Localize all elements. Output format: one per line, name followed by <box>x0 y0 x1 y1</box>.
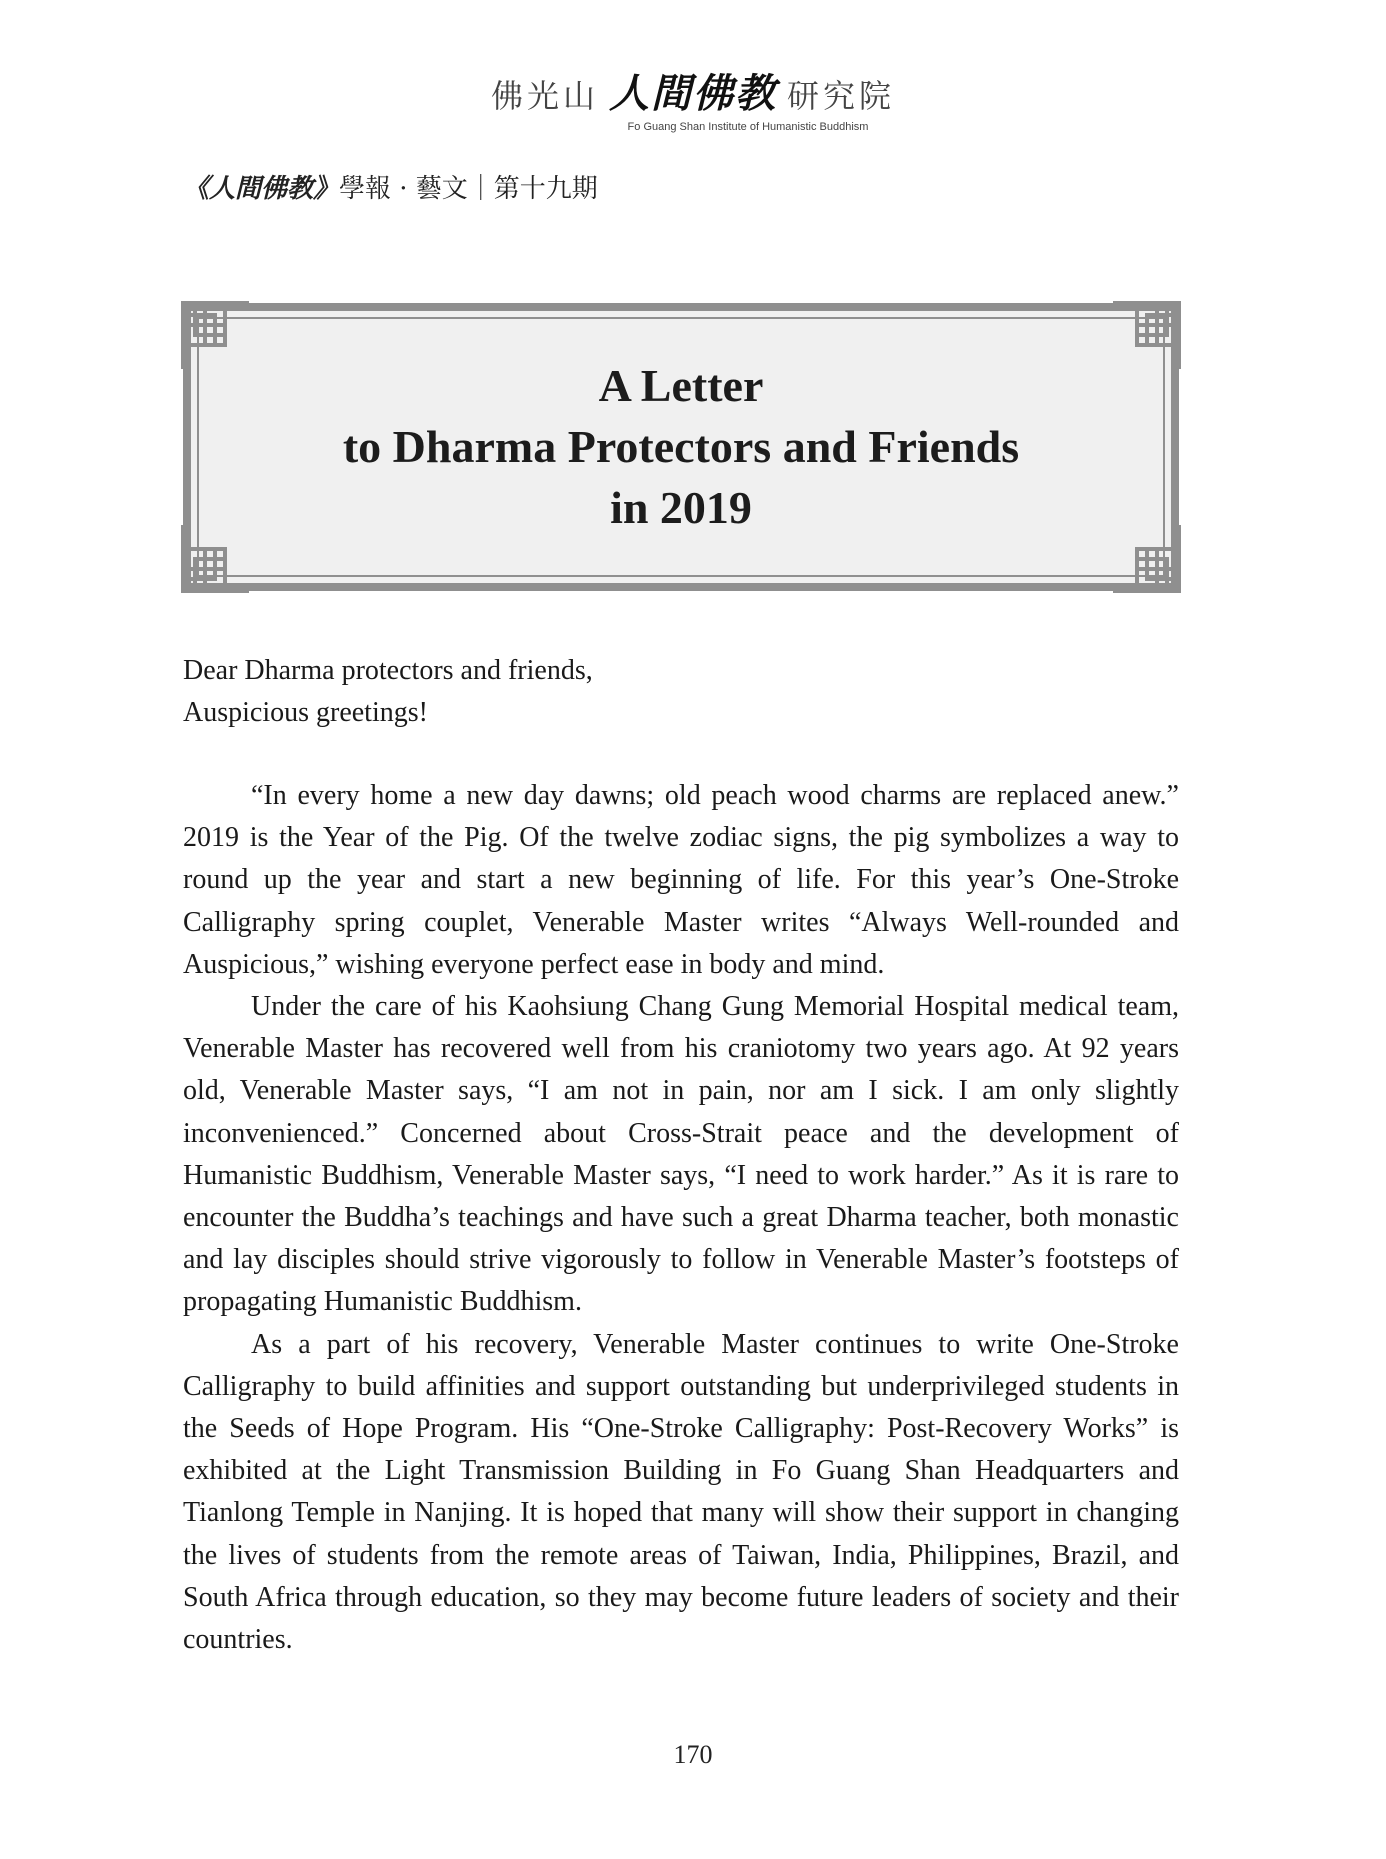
title-line-2: to Dharma Protectors and Friends <box>342 421 1020 472</box>
page-number: 170 <box>673 1740 713 1769</box>
title-line-3: in 2019 <box>610 482 752 533</box>
logo-left-text: 佛光山 <box>490 77 599 115</box>
logo-subtitle: Fo Guang Shan Institute of Humanistic Buddhism <box>627 121 869 133</box>
salutation <box>183 650 593 734</box>
journal-section: 學報 · 藝文｜第十九期 <box>339 174 598 204</box>
institute-logo <box>0 62 1386 133</box>
logo-main-text: 人間佛教 <box>609 70 777 117</box>
body-paragraph-3: As a part of his recovery, Venerable Master continues to write One-Stroke Calligraphy to build affinities and support outstanding but underprivileged students in the Seeds of Hope Program. His “One-Stroke Calligraphy: Post-Recovery Works” is exhibited at the Light Transmission Building in Fo Guang Shan Headquarters and Tianlong Temple in Nanjing. It is hoped that many will show their support in changing the lives of students from the remote areas of Taiwan, India, Philippines, Brazil, and South Africa through education, so they may become future leaders of society and their countries. <box>183 1328 1179 1656</box>
body-paragraph-2: Under the care of his Kaohsiung Chang Gung Memorial Hospital medical team, Venerable Master has recovered well from his craniotomy two years ago. At 92 years old, Venerable Master says, “I am not in pain, nor am I sick. I am only slightly inconvenienced.” Concerned about Cross-Strait peace and the development of Humanistic Buddhism, Venerable Master says, “I need to work harder.” As it is rare to encounter the Buddha’s teachings and have such a great Dharma teacher, both monastic and lay disciples should strive vigorously to follow in Venerable Master’s footsteps of propagating Humanistic Buddhism. <box>183 991 1179 1318</box>
salutation-line-1: Dear Dharma protectors and friends, <box>183 655 593 686</box>
title-line-1: A Letter <box>598 360 764 411</box>
body-paragraph-1: “In every home a new day dawns; old peach wood charms are replaced anew.” 2019 is the Year of the Pig. Of the twelve zodiac signs, the pig symbolizes a way to round up the year and start a new beginning of life. For this year’s One-Stroke Calligraphy spring couplet, Venerable Master writes “Always Well-rounded and Auspicious,” wishing everyone perfect ease in body and mind. <box>183 780 1179 980</box>
letter-body <box>183 775 1179 1661</box>
logo-right-text: 研究院 <box>787 77 896 115</box>
title-frame <box>183 303 1179 591</box>
article-title <box>183 355 1179 538</box>
salutation-line-2: Auspicious greetings! <box>183 697 428 728</box>
journal-title: 《人間佛教》 <box>183 174 340 204</box>
running-header <box>183 168 598 205</box>
